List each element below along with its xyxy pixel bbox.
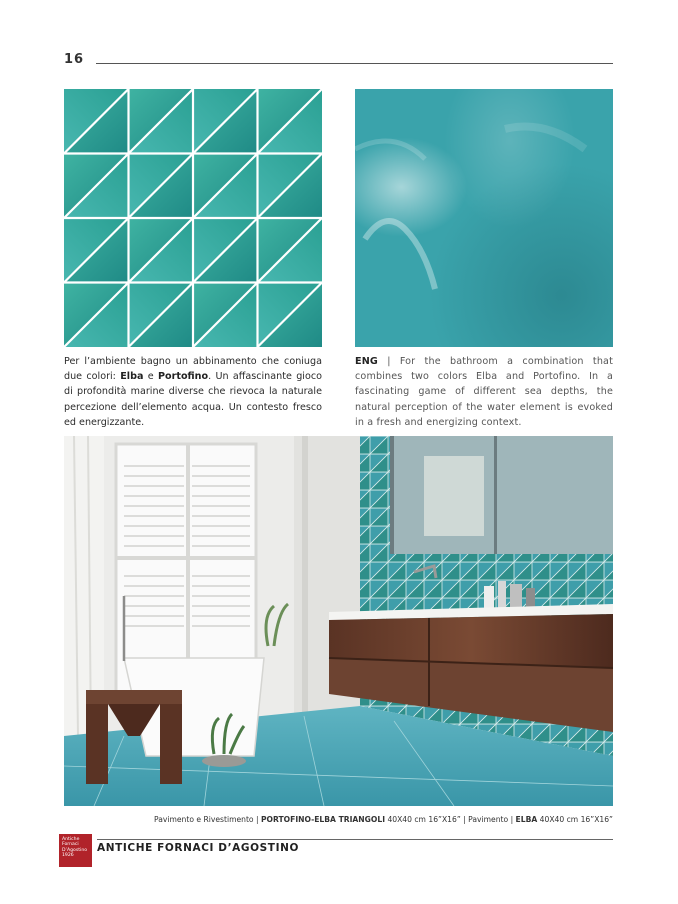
color-name-elba: Elba <box>120 371 144 383</box>
footer-divider <box>97 839 613 840</box>
caption-italian: Per l’ambiente bagno un abbinamento che coniuga due colori: Elba e Portofino. Un affascinante gioco di profondità marine diverse che rievoca la naturale percezione dell’elemento acqua. Un contesto fresco ed energizzante. <box>64 356 322 428</box>
bathroom-photo <box>64 436 613 806</box>
product-name-elba: ELBA <box>515 815 538 824</box>
triangle-tile-photo <box>64 89 322 347</box>
brand-logo: Antiche Fornaci D’Agostino 1926 <box>59 834 92 867</box>
brand-name: ANTICHE FORNACI D’AGOSTINO <box>97 842 299 854</box>
elba-tile-photo <box>355 89 613 347</box>
color-name-portofino: Portofino <box>158 371 209 383</box>
product-credit: Pavimento e Rivestimento | PORTOFINO-ELBA TRIANGOLI 40X40 cm 16”X16” | Pavimento | ELBA 40X40 cm 16”X16” <box>153 815 613 824</box>
product-name-portofino-elba: PORTOFINO-ELBA TRIANGOLI <box>260 815 386 824</box>
header-divider <box>96 63 613 64</box>
caption-english: ENG | For the bathroom a combination that combines two colors Elba and Portofino. In a fascinating game of different sea depths, the natural perception of the water element is evoked in a fresh and energizing context. <box>355 356 613 428</box>
page-number: 16 <box>64 52 85 67</box>
language-tag: ENG <box>355 356 378 367</box>
